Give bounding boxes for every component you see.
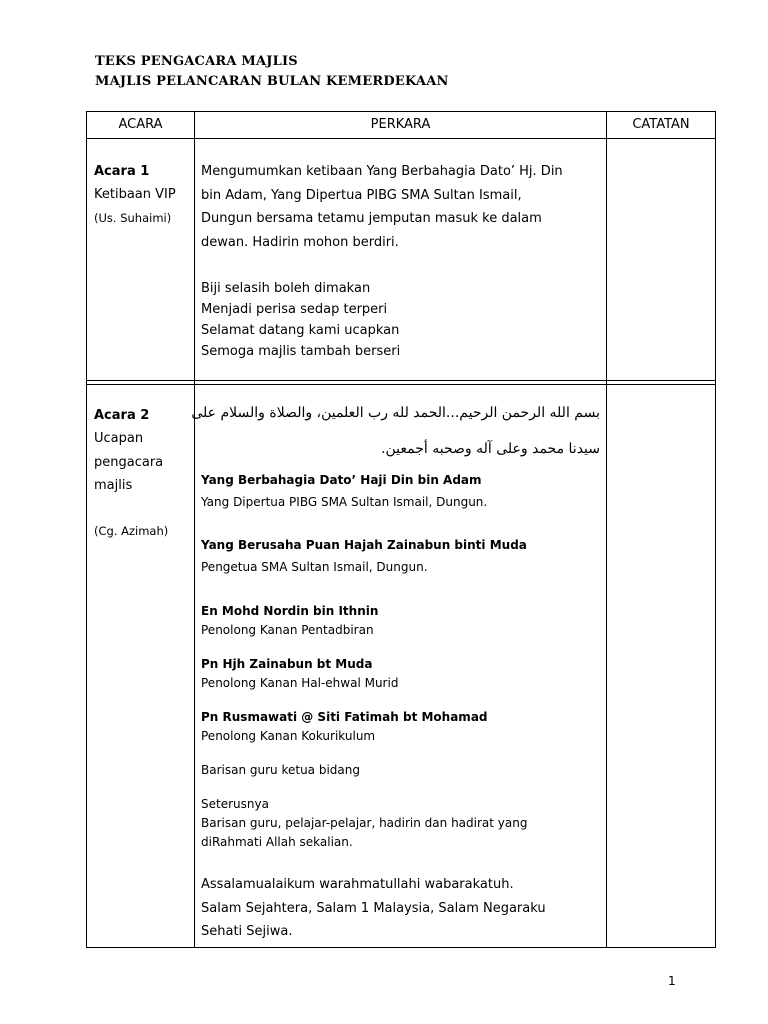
- header-acara: ACARA: [118, 117, 163, 132]
- seterusnya-line: diRahmati Allah sekalian.: [201, 835, 353, 849]
- document-title: TEKS PENGACARA MAJLIS: [95, 54, 298, 69]
- vip-name: Pn Rusmawati @ Siti Fatimah bt Mohamad: [201, 710, 488, 724]
- pantun-line: Biji selasih boleh dimakan: [201, 281, 371, 296]
- acara-2-label: Acara 2: [94, 408, 150, 423]
- vip-name: Pn Hjh Zainabun bt Muda: [201, 657, 373, 671]
- announcement-line: Mengumumkan ketibaan Yang Berbahagia Dato’ Hj. Din: [201, 164, 563, 179]
- pantun-line: Semoga majlis tambah berseri: [201, 344, 401, 359]
- header-perkara: PERKARA: [370, 117, 431, 132]
- vip-role: Penolong Kanan Kokurikulum: [201, 729, 376, 743]
- pantun-line: Menjadi perisa sedap terperi: [201, 302, 388, 317]
- header-catatan: CATATAN: [632, 117, 690, 132]
- document-subtitle: MAJLIS PELANCARAN BULAN KEMERDEKAAN: [95, 74, 449, 89]
- salam-line: Sehati Sejiwa.: [201, 924, 293, 939]
- vip-role: Yang Dipertua PIBG SMA Sultan Ismail, Dungun.: [201, 495, 488, 509]
- vip-role: Penolong Kanan Pentadbiran: [201, 623, 374, 637]
- page-number: 1: [668, 974, 676, 988]
- announcement-line: Dungun bersama tetamu jemputan masuk ke dalam: [201, 211, 542, 226]
- vip-role: Pengetua SMA Sultan Ismail, Dungun.: [201, 560, 428, 574]
- acara-2-title-line: majlis: [94, 478, 133, 493]
- acara-2-person: (Cg. Azimah): [94, 524, 169, 538]
- vip-name: Yang Berbahagia Dato’ Haji Din bin Adam: [201, 473, 482, 487]
- pantun-line: Selamat datang kami ucapkan: [201, 323, 400, 338]
- acara-2-title-line: Ucapan: [94, 431, 144, 446]
- seterusnya-line: Barisan guru, pelajar-pelajar, hadirin dan hadirat yang: [201, 816, 528, 830]
- acara-1-person: (Us. Suhaimi): [94, 211, 172, 225]
- announcement-line: bin Adam, Yang Dipertua PIBG SMA Sultan Ismail,: [201, 188, 522, 203]
- salam-line: Assalamualaikum warahmatullahi wabarakatuh.: [201, 877, 514, 892]
- barisan-guru: Barisan guru ketua bidang: [201, 763, 360, 777]
- seterusnya-label: Seterusnya: [201, 797, 269, 811]
- arabic-opening-line: بسم الله الرحمن الرحيم...الحمد لله رب العلمين، والصلاة والسلام على: [191, 405, 600, 421]
- vip-name: Yang Berusaha Puan Hajah Zainabun binti Muda: [201, 538, 527, 552]
- acara-2-title-line: pengacara: [94, 455, 164, 470]
- vip-role: Penolong Kanan Hal-ehwal Murid: [201, 676, 399, 690]
- arabic-opening-line: سيدنا محمد وعلى آله وصحبه أجمعين.: [381, 441, 600, 457]
- acara-1-label: Acara 1: [94, 164, 150, 179]
- vip-name: En Mohd Nordin bin Ithnin: [201, 604, 379, 618]
- salam-line: Salam Sejahtera, Salam 1 Malaysia, Salam Negaraku: [201, 901, 546, 916]
- acara-1-title: Ketibaan VIP: [94, 187, 176, 202]
- announcement-line: dewan. Hadirin mohon berdiri.: [201, 235, 399, 250]
